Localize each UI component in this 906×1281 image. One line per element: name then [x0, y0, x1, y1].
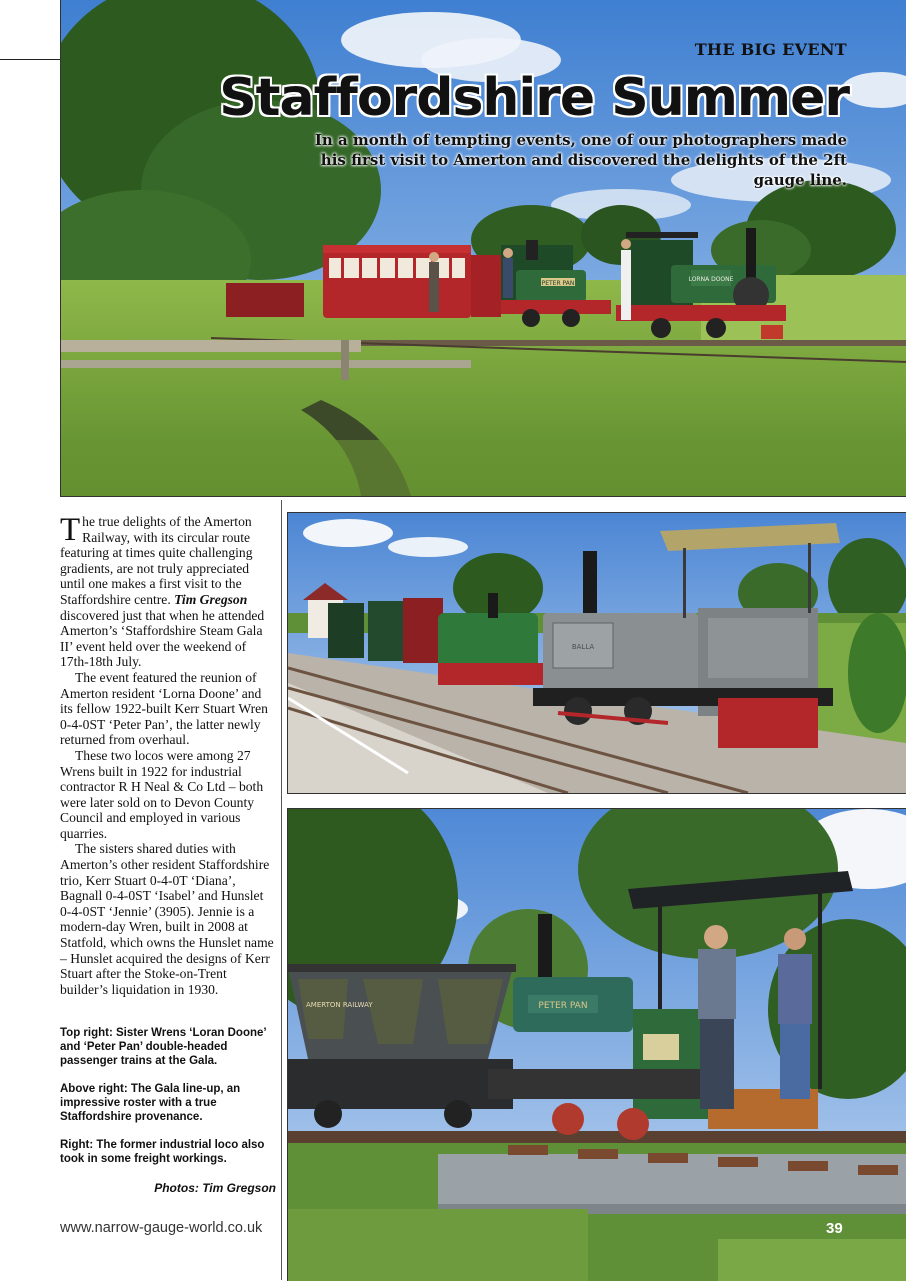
lower-wagon-lettering: AMERTON RAILWAY	[306, 1001, 373, 1009]
hero-loco-plate-left: PETER PAN	[541, 280, 575, 287]
article-paragraph-2: The event featured the reunion of Amerton resident ‘Lorna Doone’ and its fellow 1922-built Kerr Stuart Wren 0-4-0ST ‘Peter Pan’, the latter newly returned from overhaul.	[60, 669, 268, 748]
caption-above-right: Above right: The Gala line-up, an impressive roster with a true Staffordshire provenance.	[60, 1083, 241, 1123]
drop-cap: T	[60, 512, 81, 548]
hero-loco-plate-right: LORNA DOONE	[688, 276, 734, 283]
lineup-photo	[287, 512, 906, 794]
footer-url[interactable]: www.narrow-gauge-world.co.uk	[60, 1220, 263, 1236]
article-paragraph-3: These two locos were among 27 Wrens built in 1922 for industrial contractor R H Neal & Co Ltd – both were later sold on to Devon County Council and employed in various quarries.	[60, 747, 264, 841]
article-paragraph-1	[60, 514, 274, 670]
hero-photo	[60, 0, 906, 497]
caption-right: Right: The former industrial loco also took in some freight workings.	[60, 1139, 265, 1165]
corner-rule	[0, 59, 60, 60]
photo-credit: Photos: Tim Gregson	[154, 1181, 276, 1195]
standfirst: In a month of tempting events, one of our photographers made his first visit to Amerton and discovered the delights of the 2ft gauge line.	[314, 131, 847, 189]
article-p1-start: he true delights of the Amerton Railway, with its circular route featuring at times quite challenging gradients, are not truly appreciated until one makes a first visit to the Staffordshire centre.	[60, 514, 253, 607]
article-paragraph-4: The sisters shared duties with Amerton’s other resident Staffordshire trio, Kerr Stuart 0-4-0T ‘Diana’, Bagnall 0-4-0ST ‘Isabel’ and Hunslet 0-4-0ST ‘Jennie’ (3905). Jennie is a modern-day Wren, built in 2008 at Statfold, which owns the Hunslet name – Hunslet acquired the designs of Kerr Stuart after the Stoke-on-Trent builder’s liquidation in 1930.	[60, 841, 274, 997]
caption-top-right: Top right: Sister Wrens ‘Loran Doone’ and ‘Peter Pan’ double-headed passenger trains at the Gala.	[60, 1027, 266, 1067]
lower-loco-plate: PETER PAN	[538, 1001, 588, 1011]
article-body	[60, 514, 274, 997]
page-title: Staffordshire Summer	[219, 68, 849, 128]
photographer-name: Tim Gregson	[174, 591, 248, 607]
page-number: 39	[826, 1220, 843, 1237]
mid-tank-plate: BALLA	[571, 643, 595, 651]
section-kicker: THE BIG EVENT	[694, 40, 847, 59]
article-p1-end: discovered just that when he attended Amerton’s ‘Staffordshire Steam Gala II’ event held over the weekend of 17th-18th July.	[60, 607, 265, 670]
captions	[60, 1026, 274, 1180]
freight-photo	[287, 808, 906, 1281]
column-rule	[281, 500, 282, 1280]
